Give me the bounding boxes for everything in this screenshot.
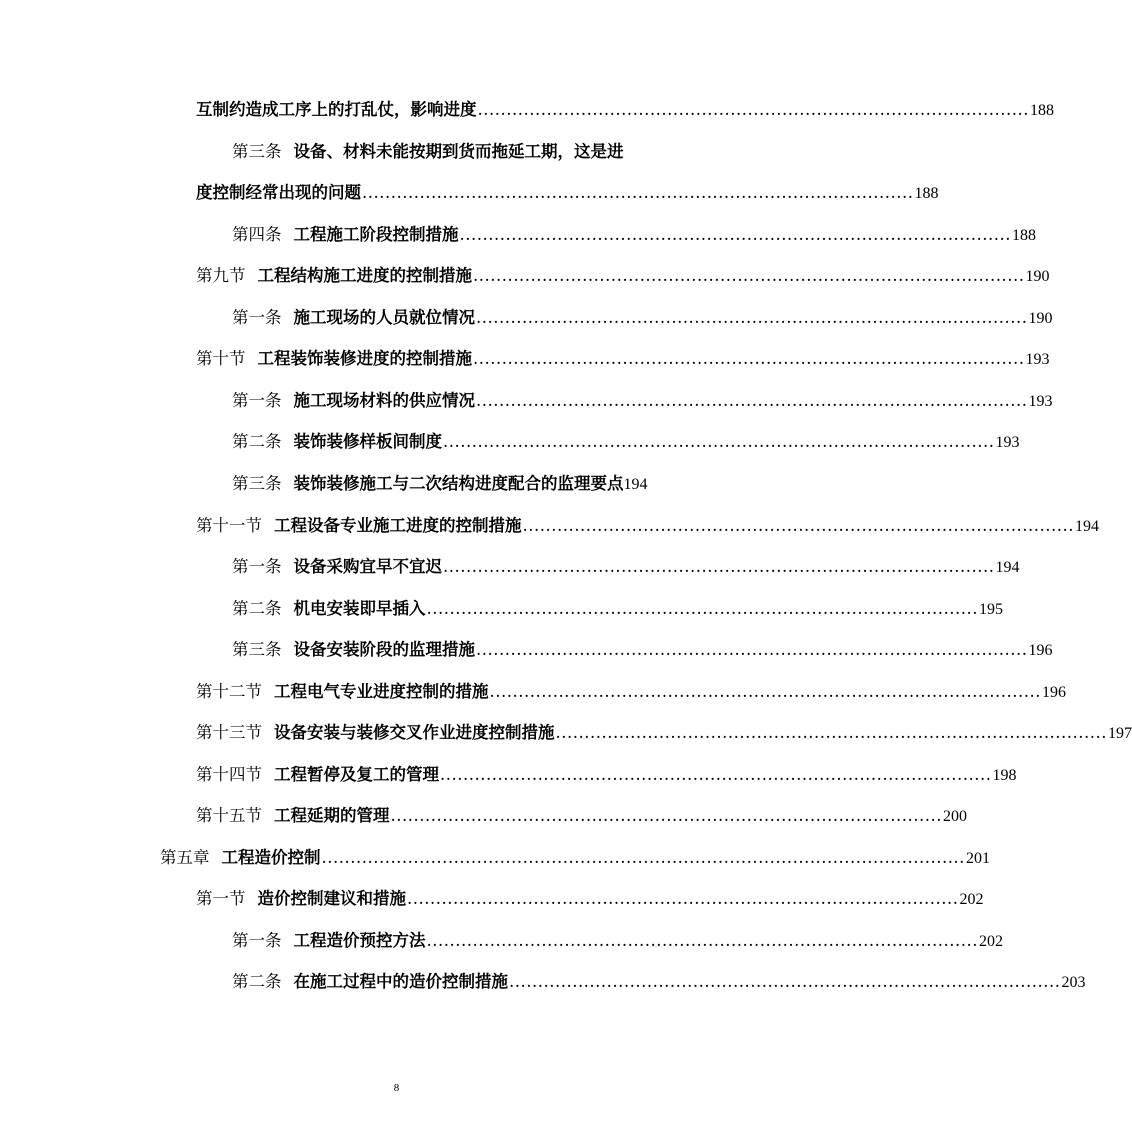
leader-dots: ................................................................................................ bbox=[440, 765, 992, 784]
toc-label: 第十节 bbox=[196, 349, 246, 368]
toc-page: 190 bbox=[1025, 268, 1050, 285]
toc-title: 施工现场材料的供应情况 bbox=[293, 391, 475, 410]
leader-dots: ................................................................................................ bbox=[476, 640, 1028, 659]
toc-entry-19[interactable] bbox=[196, 887, 984, 911]
toc-page: 194 bbox=[623, 476, 648, 493]
toc-entry-12[interactable] bbox=[232, 597, 1004, 621]
toc-page: 196 bbox=[1042, 684, 1067, 701]
leader-dots: ................................................................................................ bbox=[390, 806, 943, 825]
toc-title: 工程结构施工进度的控制措施 bbox=[257, 266, 472, 285]
toc-label: 第三条 bbox=[232, 640, 282, 659]
toc-entry-1[interactable] bbox=[232, 140, 692, 164]
toc-title: 造价控制建议和措施 bbox=[257, 889, 406, 908]
toc-page: 194 bbox=[995, 559, 1020, 576]
toc-page: 194 bbox=[1075, 518, 1100, 535]
toc-label: 第十五节 bbox=[196, 806, 262, 825]
toc-title: 设备安装与装修交叉作业进度控制措施 bbox=[274, 723, 555, 742]
leader-dots: ................................................................................................ bbox=[443, 557, 995, 576]
toc-entry-7[interactable] bbox=[232, 389, 1053, 413]
toc-entry-15[interactable] bbox=[196, 721, 1132, 745]
toc-label: 第一条 bbox=[232, 931, 282, 950]
toc-title: 互制约造成工序上的打乱仗，影响进度 bbox=[196, 100, 477, 119]
toc-title: 机电安装即早插入 bbox=[293, 599, 426, 618]
toc-page: 202 bbox=[979, 933, 1004, 950]
toc-page: 188 bbox=[914, 185, 939, 202]
toc-entry-17[interactable] bbox=[196, 804, 968, 828]
toc-label: 第三条 bbox=[232, 142, 282, 161]
leader-dots: ................................................................................................ bbox=[509, 972, 1061, 991]
toc-title: 工程延期的管理 bbox=[274, 806, 390, 825]
toc-label: 第一条 bbox=[232, 308, 282, 327]
toc-page: 193 bbox=[1028, 393, 1053, 410]
toc-page: 190 bbox=[1028, 310, 1053, 327]
toc-label: 第十二节 bbox=[196, 682, 262, 701]
toc-title: 工程暂停及复工的管理 bbox=[274, 765, 439, 784]
toc-page: 201 bbox=[965, 850, 990, 867]
leader-dots: ................................................................................................ bbox=[476, 308, 1028, 327]
toc-page: 198 bbox=[992, 767, 1017, 784]
toc-label: 第四条 bbox=[232, 225, 282, 244]
leader-dots: ................................................................................................ bbox=[522, 516, 1075, 535]
toc-entry-10[interactable] bbox=[196, 514, 1100, 538]
toc-label: 第十三节 bbox=[196, 723, 262, 742]
toc-page: 203 bbox=[1061, 974, 1086, 991]
leader-dots: ................................................................................................ bbox=[473, 266, 1025, 285]
toc-entry-16[interactable] bbox=[196, 763, 1017, 787]
leader-dots: ................................................................................................................ bbox=[321, 848, 965, 867]
toc-page: 193 bbox=[995, 434, 1020, 451]
leader-dots: ................................................................................................ bbox=[407, 889, 959, 908]
toc-title: 设备、材料未能按期到货而拖延工期，这是进 bbox=[293, 142, 624, 161]
toc-label: 第一节 bbox=[196, 889, 246, 908]
leader-dots: ................................................................................................ bbox=[555, 723, 1108, 742]
toc-page: 188 bbox=[1012, 227, 1037, 244]
toc-entry-8[interactable] bbox=[232, 430, 1020, 454]
toc-label: 第二条 bbox=[232, 599, 282, 618]
toc-entry-11[interactable] bbox=[232, 555, 1020, 579]
toc-entry-13[interactable] bbox=[232, 638, 1053, 662]
toc-label: 第五章 bbox=[160, 848, 210, 867]
leader-dots: ................................................................................................ bbox=[476, 391, 1028, 410]
toc-title: 装饰装修施工与二次结构进度配合的监理要点 bbox=[293, 474, 624, 493]
toc-entry-18[interactable] bbox=[160, 846, 990, 870]
toc-title: 施工现场的人员就位情况 bbox=[293, 308, 475, 327]
toc-entry-5[interactable] bbox=[232, 306, 1053, 330]
toc-title: 装饰装修样板间制度 bbox=[293, 432, 442, 451]
toc-page: 197 bbox=[1108, 725, 1132, 742]
toc-label: 第十四节 bbox=[196, 765, 262, 784]
toc-label: 第九节 bbox=[196, 266, 246, 285]
toc-entry-6[interactable] bbox=[196, 347, 1050, 371]
toc-label: 第三条 bbox=[232, 474, 282, 493]
toc-title: 工程造价预控方法 bbox=[293, 931, 426, 950]
toc-page: 193 bbox=[1025, 351, 1050, 368]
toc-entry-3[interactable] bbox=[232, 223, 1037, 247]
leader-dots: ................................................................................................ bbox=[362, 183, 914, 202]
leader-dots: ................................................................................................ bbox=[477, 100, 1030, 119]
toc-page: 196 bbox=[1028, 642, 1053, 659]
toc-title: 工程电气专业进度控制的措施 bbox=[274, 682, 489, 701]
toc-label: 第十一节 bbox=[196, 516, 262, 535]
toc-label: 第一条 bbox=[232, 391, 282, 410]
toc-entry-2[interactable] bbox=[196, 181, 939, 205]
toc-label: 第一条 bbox=[232, 557, 282, 576]
toc-page: 202 bbox=[959, 891, 984, 908]
leader-dots: ................................................................................................ bbox=[489, 682, 1042, 701]
toc-title: 工程设备专业施工进度的控制措施 bbox=[274, 516, 522, 535]
toc-entry-0[interactable] bbox=[196, 98, 1055, 122]
page-number: 8 bbox=[393, 1082, 400, 1094]
leader-dots: ................................................................................................ bbox=[473, 349, 1025, 368]
toc-page: 200 bbox=[943, 808, 968, 825]
toc-entry-9[interactable] bbox=[232, 472, 702, 496]
toc-entry-21[interactable] bbox=[232, 970, 1086, 994]
toc-title: 工程装饰装修进度的控制措施 bbox=[257, 349, 472, 368]
leader-dots: ................................................................................................ bbox=[426, 599, 979, 618]
toc-title: 设备安装阶段的监理措施 bbox=[293, 640, 475, 659]
toc-title: 工程施工阶段控制措施 bbox=[293, 225, 459, 244]
toc-entry-4[interactable] bbox=[196, 264, 1050, 288]
toc-title: 工程造价控制 bbox=[221, 848, 321, 867]
toc-label: 第二条 bbox=[232, 972, 282, 991]
leader-dots: ................................................................................................ bbox=[459, 225, 1012, 244]
toc-title: 度控制经常出现的问题 bbox=[196, 183, 361, 202]
toc-entry-20[interactable] bbox=[232, 929, 1004, 953]
leader-dots: ................................................................................................ bbox=[443, 432, 995, 451]
toc-title: 在施工过程中的造价控制措施 bbox=[293, 972, 508, 991]
toc-title: 设备采购宜早不宜迟 bbox=[293, 557, 442, 576]
toc-entry-14[interactable] bbox=[196, 680, 1067, 704]
toc-label: 第二条 bbox=[232, 432, 282, 451]
toc-page: 188 bbox=[1030, 102, 1055, 119]
toc-page: 195 bbox=[979, 601, 1004, 618]
leader-dots: ................................................................................................ bbox=[426, 931, 979, 950]
